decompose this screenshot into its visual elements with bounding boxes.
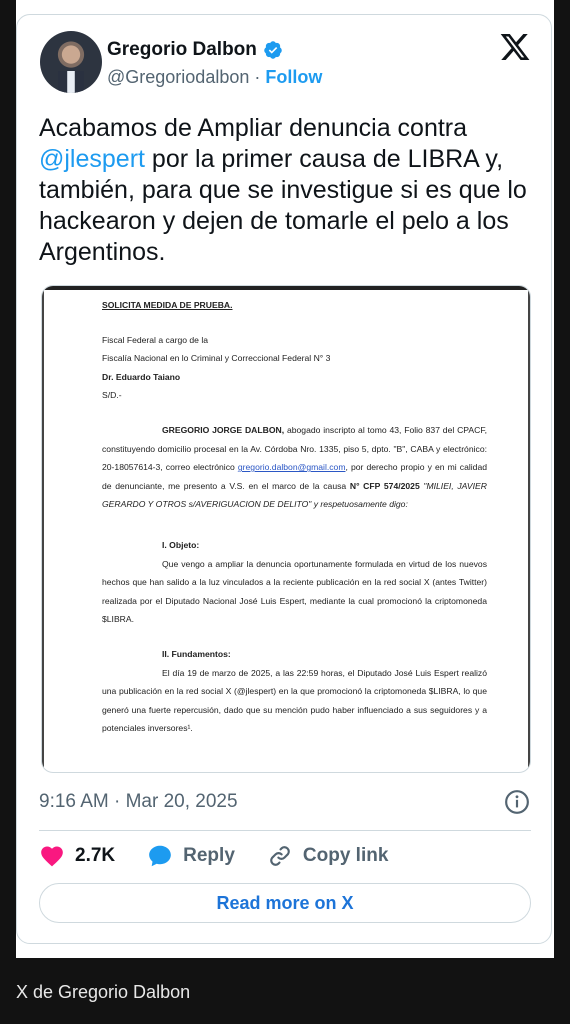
link-icon — [267, 843, 293, 869]
tweet-text-end: por la primer causa de LIBRA y, también, para que se investigue si es que lo hackearon y dejen de tomarle el pelo a los Argentinos. — [39, 145, 527, 266]
doc-p1-c: "MILIEI, JAVIER GERARDO Y OTROS s/AVERIGUACION DE DELITO" y respetuosamente digo: — [102, 480, 487, 510]
doc-p1-a: abogado inscripto al tomo 43, Folio 837 del CPACF, constituyendo domicilio procesal en la Av. Córdoba Nro. 1335, piso 5, dpto. "B", CABA y electrónico: 20-18057614-3, correo electrónico — [102, 424, 488, 473]
document-page — [42, 286, 530, 772]
tweet-card — [16, 14, 552, 944]
doc-p1-b: , por derecho propio y en mi calidad de denunciante, me presento a V.S. en el marco de la causa — [102, 462, 488, 491]
separator-dot: · — [254, 67, 261, 87]
copy-link-button[interactable] — [267, 843, 389, 869]
divider — [39, 830, 531, 831]
author-name-row[interactable] — [107, 39, 283, 61]
reply-label: Reply — [183, 845, 235, 866]
doc-p1-email: gregorio.dalbon@gmail.com — [237, 462, 346, 473]
x-logo-icon[interactable] — [499, 31, 531, 63]
like-button[interactable] — [39, 843, 115, 869]
tweet-text-start: Acabamos de Ampliar denuncia contra — [39, 114, 468, 142]
speech-bubble-icon — [147, 843, 173, 869]
like-count: 2.7K — [75, 845, 116, 866]
doc-section-2-title: II. Fundamentos: — [162, 648, 231, 659]
author-name[interactable]: Gregorio Dalbon — [107, 39, 257, 60]
mention-link[interactable]: @jlespert — [39, 145, 145, 173]
doc-address-4: S/D.- — [102, 390, 122, 401]
doc-heading: SOLICITA MEDIDA DE PRUEBA. — [102, 300, 233, 310]
copy-link-label: Copy link — [302, 845, 389, 866]
author-handle[interactable]: @Gregoriodalbon — [107, 67, 250, 87]
doc-paragraph-1 — [102, 421, 487, 514]
doc-address-1: Fiscal Federal a cargo de la — [102, 334, 209, 345]
document-content — [102, 296, 487, 738]
embed-caption: X de Gregorio Dalbon — [16, 982, 191, 1002]
heart-icon — [39, 843, 65, 869]
avatar[interactable] — [40, 31, 102, 93]
doc-address-2: Fiscalía Nacional en lo Criminal y Correccional Federal N° 3 — [102, 353, 331, 364]
follow-button[interactable]: Follow — [265, 67, 323, 87]
doc-address-3: Dr. Eduardo Taiano — [102, 371, 181, 382]
info-icon[interactable] — [504, 789, 530, 815]
doc-section-2-text: El día 19 de marzo de 2025, a las 22:59 horas, el Diputado José Luis Espert realizó una publicación en la red social X (@jlespert) en la que promocionó la criptomoneda $LIBRA, lo que generó una fuerte repercusión, dado que su mención pudo haber influenciado a sus seguidores y a potenciales inversores¹. — [102, 667, 487, 734]
tweet-text — [39, 113, 539, 268]
doc-section-1-title: I. Objeto: — [162, 539, 200, 550]
doc-p1-name: GREGORIO JORGE DALBON, — [162, 424, 285, 435]
doc-section-1-text: Que vengo a ampliar la denuncia oportunamente formulada en virtud de los nuevos hechos que han salido a la luz vinculados a la reciente publicación en la red social X (antes Twitter) realizada por el Diputado Nacional José Luis Espert, mediante la cual promocionó la criptomoneda $LIBRA. — [102, 558, 487, 625]
verified-badge-icon — [263, 40, 283, 60]
tweet-timestamp[interactable]: 9:16 AM · Mar 20, 2025 — [39, 791, 238, 812]
handle-row — [107, 67, 322, 88]
attached-document-image[interactable] — [41, 285, 531, 773]
doc-p1-case: N° CFP 574/2025 — [349, 480, 420, 491]
action-bar — [39, 841, 420, 871]
embed-panel — [16, 0, 554, 958]
reply-button[interactable] — [147, 843, 235, 869]
read-more-button[interactable]: Read more on X — [39, 883, 531, 923]
